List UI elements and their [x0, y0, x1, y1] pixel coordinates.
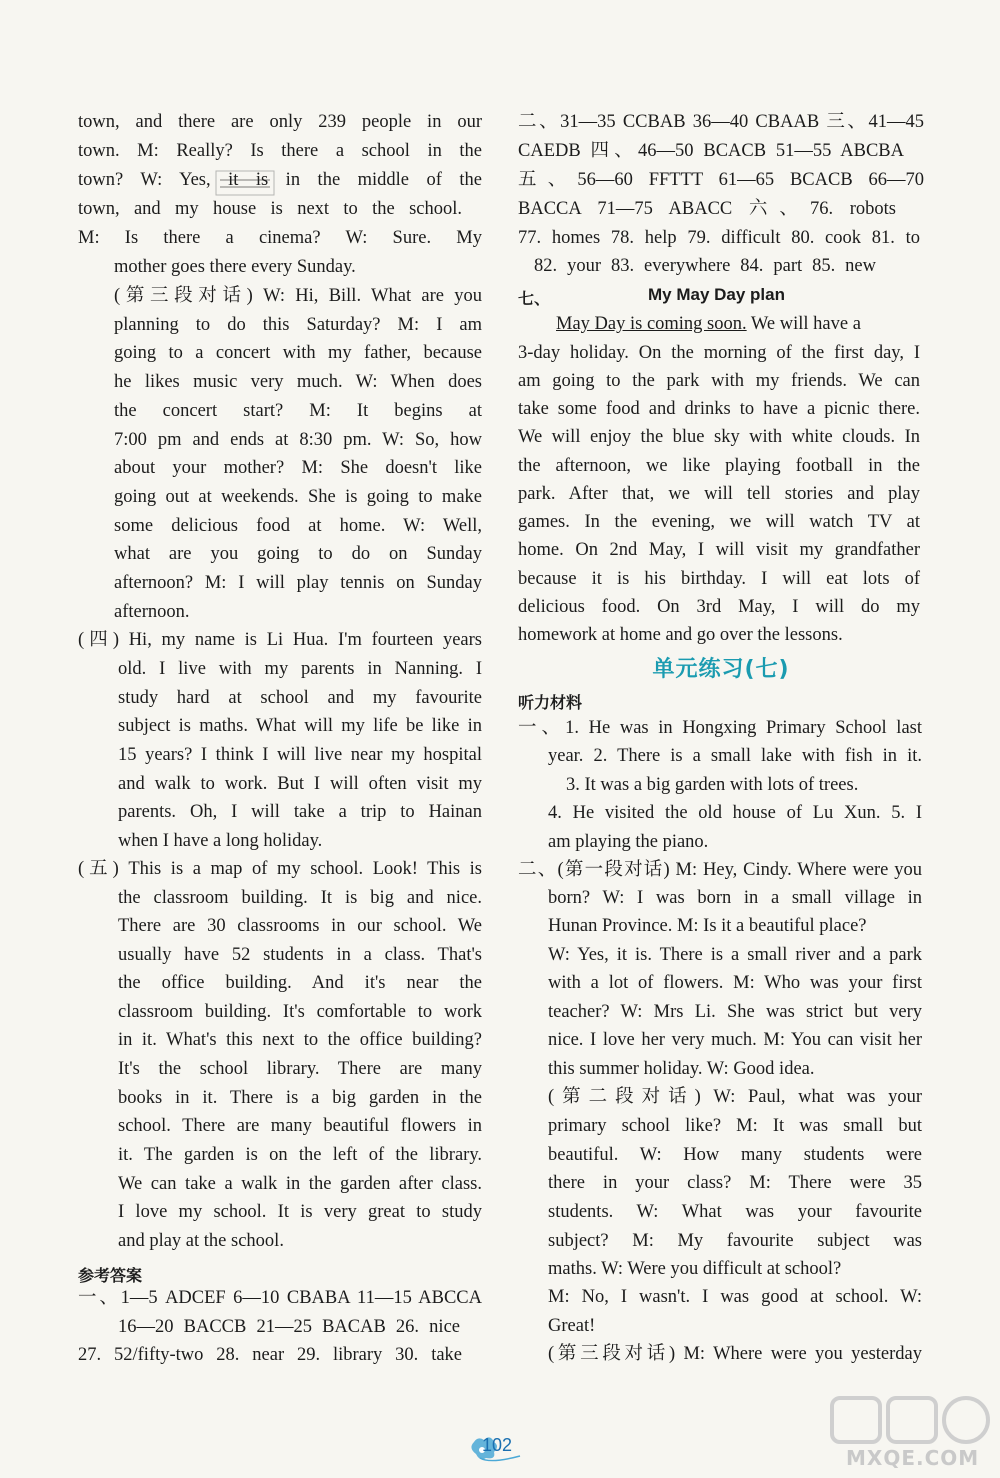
text-line: when I have a long holiday.: [118, 831, 323, 851]
listening-line: Hunan Province. M: Is it a beautiful place?: [548, 916, 867, 936]
essay-underlined-opening: May Day is coming soon.: [556, 314, 747, 334]
listening-line: subject? M: My favourite subject was: [548, 1231, 922, 1251]
text-line: in it. What's this next to the office building?: [118, 1030, 482, 1050]
listening-line: students. W: What was your favourite: [548, 1202, 922, 1222]
essay-line: homework at home and go over the lessons.: [518, 625, 843, 645]
essay-line: because it is his birthday. I will eat lots of: [518, 569, 920, 589]
watermark-logo: [826, 1392, 994, 1476]
text-line: study hard at school and my favourite: [118, 688, 482, 708]
listening-line: born? W: I was born in a small village in: [548, 888, 922, 908]
essay-line: games. In the evening, we will watch TV at: [518, 512, 920, 532]
text-line: and walk to work. But I will often visit my: [118, 774, 482, 794]
stamp-mark: [214, 168, 278, 198]
text-line: (第三段对话) W: Hi, Bill. What are you: [114, 286, 482, 306]
text-line: We can take a walk in the garden after class.: [118, 1174, 482, 1194]
essay-line: park. After that, we will tell stories and play: [518, 484, 920, 504]
page-number-badge: [462, 1428, 538, 1464]
listening-line: this summer holiday. W: Good idea.: [548, 1059, 815, 1079]
text-line: classroom building. It's comfortable to work: [118, 1002, 482, 1022]
listening-line: W: Yes, it is. There is a small river and a park: [548, 945, 922, 965]
text-line: school. There are many beautiful flowers in: [118, 1116, 482, 1136]
text-line: M: Is there a cinema? W: Sure. My: [78, 228, 482, 248]
essay-line: home. On 2nd May, I will visit my grandfather: [518, 540, 920, 560]
listening-line: there in your class? M: There were 35: [548, 1173, 922, 1193]
text-line: the concert start? M: It begins at: [114, 401, 482, 421]
listening-line: 二、(第一段对话) M: Hey, Cindy. Where were you: [518, 860, 922, 880]
answers-heading: 参考答案: [78, 1266, 143, 1285]
text-line: town. M: Really? Is there a school in the: [78, 141, 482, 161]
text-line: parents. Oh, I will take a trip to Hainan: [118, 802, 482, 822]
text-line: (五) This is a map of my school. Look! This is: [78, 859, 482, 879]
text-line: town, and my house is next to the school.: [78, 199, 462, 219]
text-line: I love my school. It is very great to study: [118, 1202, 482, 1222]
text-line: town? W: Yes, it is in the middle of the: [78, 170, 482, 190]
text-line: usually have 52 students in a class. That's: [118, 945, 482, 965]
listening-line: teacher? W: Mrs Li. She was strict but very: [548, 1002, 922, 1022]
essay-line: 3-day holiday. On the morning of the first day, I: [518, 343, 920, 363]
text-line: 15 years? I think I will live near my hospital: [118, 745, 482, 765]
answer-line: 二、31—35 CCBAB 36—40 CBAAB 三、41—45: [518, 112, 924, 132]
unit-title: 单元练习(七): [652, 657, 790, 682]
essay-first-line: [556, 314, 924, 336]
listening-line: M: No, I wasn't. I was good at school. W:: [548, 1287, 922, 1307]
listening-heading: 听力材料: [518, 693, 583, 712]
text-line: afternoon? M: I will play tennis on Sunday: [114, 573, 482, 593]
text-line: 7:00 pm and ends at 8:30 pm. W: So, how: [114, 430, 482, 450]
answer-line: 16—20 BACCB 21—25 BACAB 26. nice: [118, 1317, 460, 1337]
text-line: books in it. There is a big garden in the: [118, 1088, 482, 1108]
text-line: he likes music very much. W: When does: [114, 372, 482, 392]
text-line: mother goes there every Sunday.: [114, 257, 356, 277]
text-line: about your mother? M: She doesn't like: [114, 458, 482, 478]
text-line: the classroom building. It is big and nice.: [118, 888, 482, 908]
listening-line: primary school like? M: It was small but: [548, 1116, 922, 1136]
text-line: some delicious food at home. W: Well,: [114, 516, 482, 536]
listening-line: 4. He visited the old house of Lu Xun. 5. I: [548, 803, 922, 823]
text-line: town, and there are only 239 people in our: [78, 112, 482, 132]
listening-line: Great!: [548, 1316, 596, 1336]
answer-line: 五、56—60 FFTTT 61—65 BCACB 66—70: [518, 170, 924, 190]
answer-line: 一、1—5 ADCEF 6—10 CBABA 11—15 ABCCA: [78, 1288, 482, 1308]
listening-line: 3. It was a big garden with lots of trees.: [566, 775, 859, 795]
answer-line: BACCA 71—75 ABACC 六、76. robots: [518, 199, 896, 219]
essay-line: take some food and drinks to have a picnic there.: [518, 399, 920, 419]
text-line: (四) Hi, my name is Li Hua. I'm fourteen years: [78, 630, 482, 650]
answer-line: 82. your 83. everywhere 84. part 85. new: [534, 256, 876, 276]
text-line: going out at weekends. She is going to make: [114, 487, 482, 507]
watermark-graphic: [826, 1392, 994, 1452]
text-line: the office building. And it's near the: [118, 973, 482, 993]
listening-line: (第二段对话) W: Paul, what was your: [548, 1087, 922, 1107]
text-line: and play at the school.: [118, 1231, 284, 1251]
text-line: planning to do this Saturday? M: I am: [114, 315, 482, 335]
essay-line: the afternoon, we like playing football in the: [518, 456, 920, 476]
listening-line: beautiful. W: How many students were: [548, 1145, 922, 1165]
page-number: 102: [482, 1435, 513, 1455]
listening-line: 一、1. He was in Hongxing Primary School last: [518, 718, 922, 738]
essay-line: We will enjoy the blue sky with white clouds. In: [518, 427, 920, 447]
essay-line: am going to the park with my friends. We can: [518, 371, 920, 391]
listening-line: maths. W: Were you difficult at school?: [548, 1259, 842, 1279]
listening-line: with a lot of flowers. M: Who was your first: [548, 973, 922, 993]
text-line: it. The garden is on the left of the library.: [118, 1145, 482, 1165]
essay-line: delicious food. On 3rd May, I will do my: [518, 597, 920, 617]
essay-number: 七、: [518, 289, 551, 308]
listening-line: year. 2. There is a small lake with fish in it.: [548, 746, 922, 766]
listening-line: am playing the piano.: [548, 832, 709, 852]
essay-title: My May Day plan: [648, 285, 785, 304]
text-line: afternoon.: [114, 602, 190, 622]
text-line: going to a concert with my father, because: [114, 343, 482, 363]
answer-line: 27. 52/fifty-two 28. near 29. library 30. take: [78, 1345, 462, 1365]
text-line: old. I live with my parents in Nanning. I: [118, 659, 482, 679]
essay-first-line-rest: We will have a: [746, 314, 861, 334]
listening-line: nice. I love her very much. M: You can visit her: [548, 1030, 922, 1050]
watermark-text: MXQE.COM: [846, 1446, 980, 1470]
answer-line: CAEDB 四、46—50 BCACB 51—55 ABCBA: [518, 141, 904, 161]
answer-line: 77. homes 78. help 79. difficult 80. cook 81. to: [518, 228, 920, 248]
text-line: subject is maths. What will my life be like in: [118, 716, 482, 736]
text-line: There are 30 classrooms in our school. We: [118, 916, 482, 936]
listening-line: (第三段对话) M: Where were you yesterday: [548, 1344, 922, 1364]
text-line: what are you going to do on Sunday: [114, 544, 482, 564]
text-line: It's the school library. There are many: [118, 1059, 482, 1079]
